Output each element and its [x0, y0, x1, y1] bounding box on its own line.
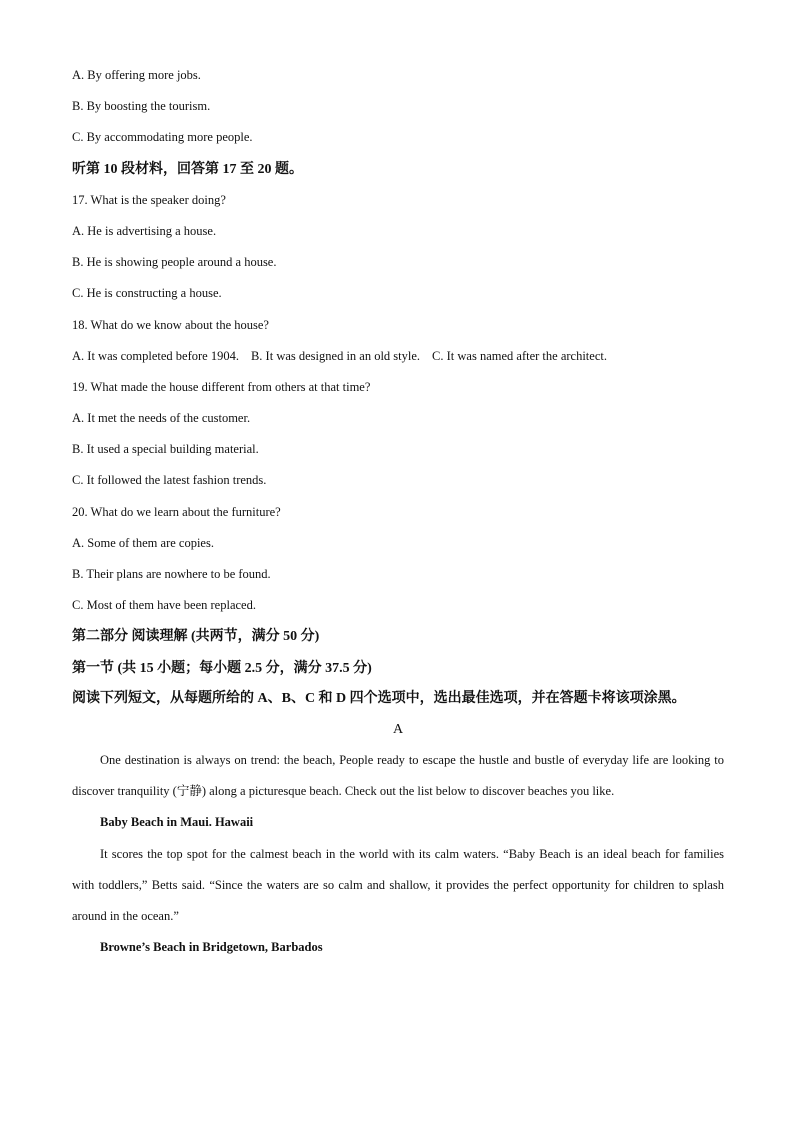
q19-option-b: B. It used a special building material.	[72, 442, 259, 457]
q19-option-c: C. It followed the latest fashion trends.	[72, 473, 267, 488]
q19-option-a: A. It met the needs of the customer.	[72, 411, 251, 426]
reading-instructions: 阅读下列短文，从每题所给的 A、B、C 和 D 四个选项中，选出最佳选项，并在答题卡将该项涂黑。	[72, 690, 686, 706]
q17-option-b: B. He is showing people around a house.	[72, 255, 277, 270]
section1-heading: 第一节 (共 15 小题；每小题 2.5 分，满分 37.5 分)	[72, 660, 372, 676]
q16-option-a: A. By offering more jobs.	[72, 68, 201, 82]
q20-option-c: C. Most of them have been replaced.	[72, 598, 256, 613]
beach1-title: Baby Beach in Maui. Hawaii	[100, 815, 254, 830]
q16-option-c: C. By accommodating more people.	[72, 130, 253, 145]
passage-letter: A	[392, 721, 404, 737]
passage-intro: One destination is always on trend: the beach, People ready to escape the hustle and bustle of everyday life are looking to discover tranquility (宁静) along a picturesque beach. Check out the list below to discover beaches you like.	[72, 752, 724, 799]
q18-options	[72, 341, 724, 372]
part2-heading: 第二部分 阅读理解 (共两节，满分 50 分)	[72, 629, 320, 645]
q18-option-c: C. It was named after the architect.	[432, 348, 607, 363]
q19-stem: 19. What made the house different from others at that time?	[72, 379, 371, 394]
q17-option-a: A. He is advertising a house.	[72, 223, 217, 238]
q20-option-a: A. Some of them are copies.	[72, 535, 214, 550]
q20-stem: 20. What do we learn about the furniture?	[72, 504, 281, 519]
q17-stem: 17. What is the speaker doing?	[72, 192, 226, 207]
q18-stem: 18. What do we know about the house?	[72, 317, 269, 332]
q20-option-b: B. Their plans are nowhere to be found.	[72, 567, 271, 581]
q16-option-b: B. By boosting the tourism.	[72, 99, 211, 114]
section10-heading: 听第 10 段材料，回答第 17 至 20 题。	[72, 161, 303, 177]
beach2-title: Browne’s Beach in Bridgetown, Barbados	[100, 940, 323, 955]
q18-option-a: A. It was completed before 1904.	[72, 348, 239, 363]
document-page	[72, 60, 724, 963]
q18-option-b: B. It was designed in an old style.	[250, 348, 421, 363]
q17-option-c: C. He is constructing a house.	[72, 286, 222, 301]
beach1-text: It scores the top spot for the calmest beach in the world with its calm waters. “Baby Beach is an ideal beach for families with toddlers,” Betts said. “Since the waters are so calm and shallow, it provides the perfect opportunity for children to splash around in the ocean.”	[72, 846, 724, 923]
